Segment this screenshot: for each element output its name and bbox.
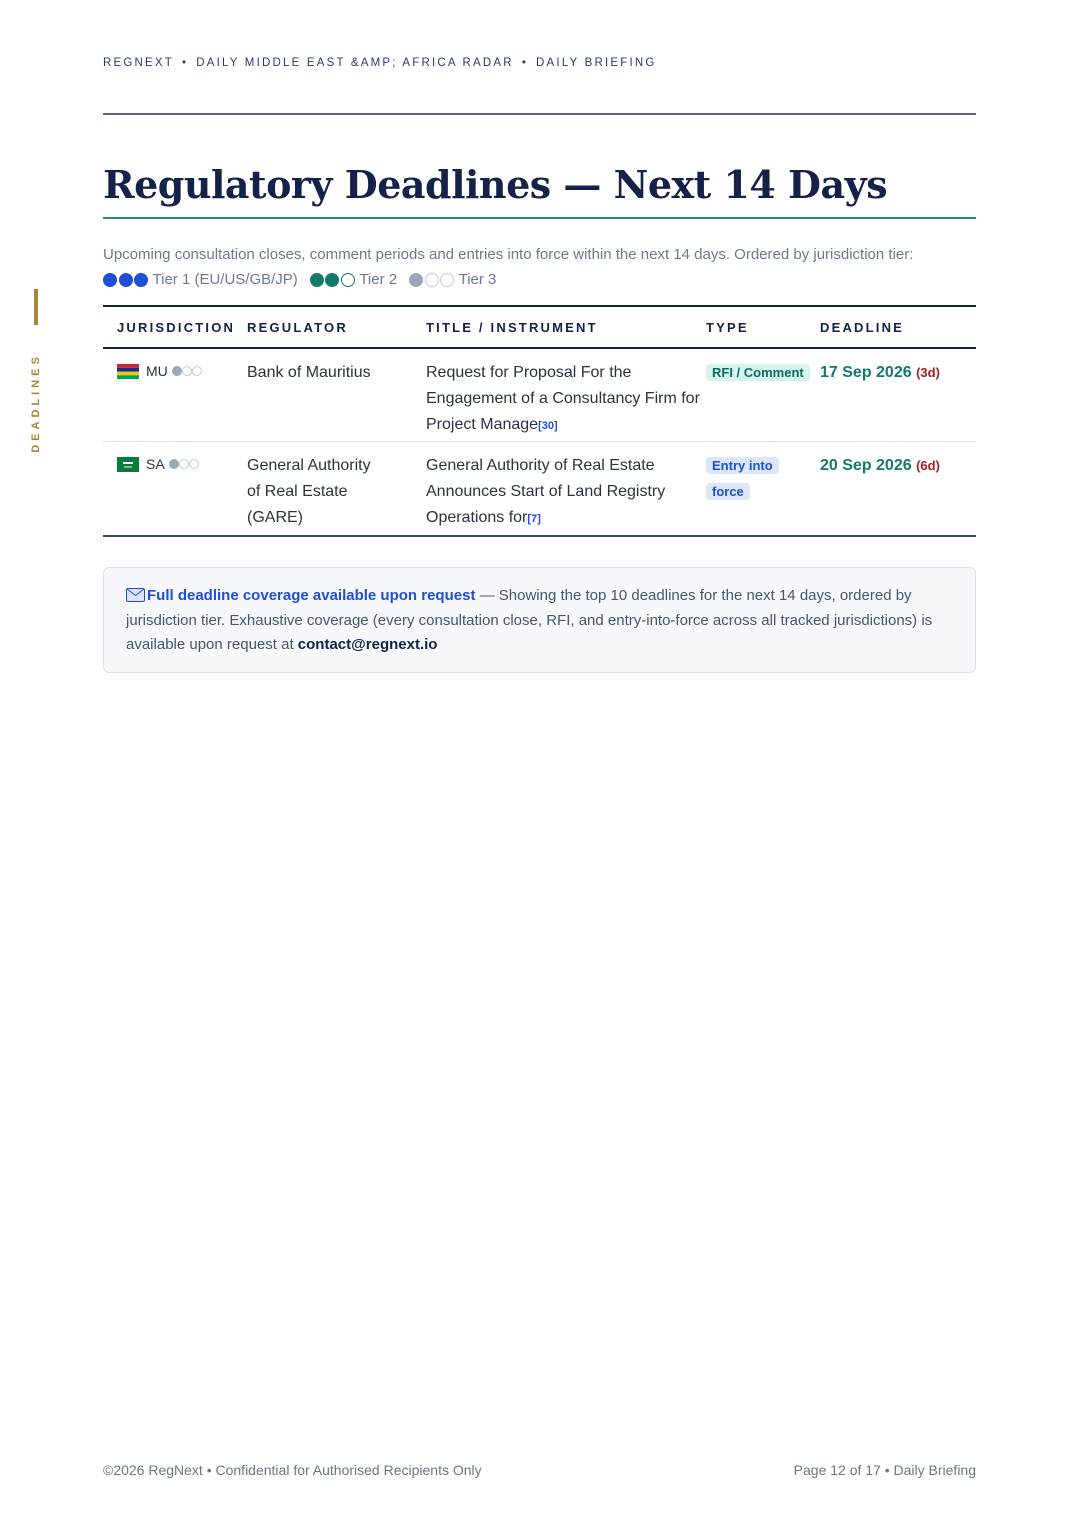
column-header-title: TITLE / INSTRUMENT [426, 319, 598, 335]
days-remaining: (6d) [916, 458, 940, 473]
intro-paragraph [103, 242, 983, 292]
legend-tier-3-label: Tier 3 [458, 271, 497, 288]
deadline-cell [820, 360, 976, 386]
tier-1-dots-icon [103, 273, 150, 287]
email-icon [126, 588, 145, 602]
regulator-cell: Bank of Mauritius [247, 364, 371, 381]
deadline-date: 20 Sep 2026 [820, 457, 912, 474]
callout-lead: Full deadline coverage available upon request [147, 587, 476, 604]
coverage-callout [103, 567, 976, 673]
legend-tier-1 [103, 267, 298, 292]
deadline-cell [820, 453, 976, 479]
instrument-title: General Authority of Real Estate Announces Start of Land Registry Operations for [426, 457, 666, 526]
mauritius-flag-icon [117, 364, 139, 379]
page-title: Regulatory Deadlines — Next 14 Days [103, 162, 888, 207]
header-divider [103, 113, 976, 115]
header-separator: • [182, 57, 189, 69]
type-badge: RFI / Comment [706, 364, 810, 381]
tier-2-dots-icon [310, 273, 357, 287]
deadline-date: 17 Sep 2026 [820, 364, 912, 381]
tier-3-dots-icon [172, 366, 202, 376]
saudi-arabia-flag-icon [117, 457, 139, 472]
section-side-label: DEADLINES [30, 353, 42, 453]
title-divider [103, 217, 976, 219]
table-row[interactable] [103, 442, 976, 535]
jurisdiction-code: MU [146, 363, 168, 379]
instrument-title: Request for Proposal For the Engagement of a Consultancy Firm for Project Manage [426, 364, 700, 433]
legend-tier-2-label: Tier 2 [359, 271, 398, 288]
header-brand: REGNEXT [103, 57, 174, 69]
tier-3-dots-icon [409, 273, 456, 287]
intro-text: Upcoming consultation closes, comment periods and entries into force within the next 14 days. Ordered by jurisdiction tier: [103, 246, 914, 263]
table-header-row [103, 307, 976, 349]
column-header-regulator: REGULATOR [247, 319, 348, 335]
legend-tier-2 [310, 267, 397, 292]
type-cell [706, 453, 820, 505]
jurisdiction-cell [103, 360, 247, 382]
citation-link[interactable]: [7] [527, 513, 541, 525]
tier-3-dots-icon [169, 459, 199, 469]
jurisdiction-cell [103, 453, 247, 475]
callout-body: — Showing the top 10 deadlines for the next 14 days, ordered by jurisdiction tier. Exhaustive coverage (every consultation close, RFI, and entry-into-force across all tracked jurisdictions) is available upon request at [126, 587, 933, 653]
column-header-type: TYPE [706, 319, 749, 335]
column-header-jurisdiction: JURISDICTION [117, 319, 236, 335]
legend-tier-1-label: Tier 1 (EU/US/GB/JP) [152, 271, 298, 288]
header-separator: • [521, 57, 529, 69]
jurisdiction-code: SA [146, 456, 165, 472]
deadlines-table [103, 305, 976, 537]
title-cell [426, 453, 706, 532]
section-marker-bar [34, 289, 38, 325]
header-publication: DAILY MIDDLE EAST &AMP; AFRICA RADAR [196, 57, 514, 69]
type-cell [706, 360, 820, 386]
tier-legend [103, 267, 983, 292]
title-cell [426, 360, 706, 439]
footer-copyright: ©2026 RegNext • Confidential for Authorised Recipients Only [103, 1462, 482, 1478]
regulator-cell: General Authority of Real Estate (GARE) [247, 457, 371, 526]
column-header-deadline: DEADLINE [820, 319, 905, 335]
citation-link[interactable]: [30] [538, 420, 558, 432]
table-row[interactable] [103, 349, 976, 442]
contact-email-link[interactable]: contact@regnext.io [297, 636, 438, 653]
footer-page-number: Page 12 of 17 • Daily Briefing [793, 1462, 976, 1478]
header-edition: DAILY BRIEFING [536, 57, 657, 69]
running-header [103, 57, 657, 69]
days-remaining: (3d) [916, 365, 940, 380]
legend-tier-3 [409, 267, 496, 292]
type-badge: Entry into force [706, 457, 779, 500]
